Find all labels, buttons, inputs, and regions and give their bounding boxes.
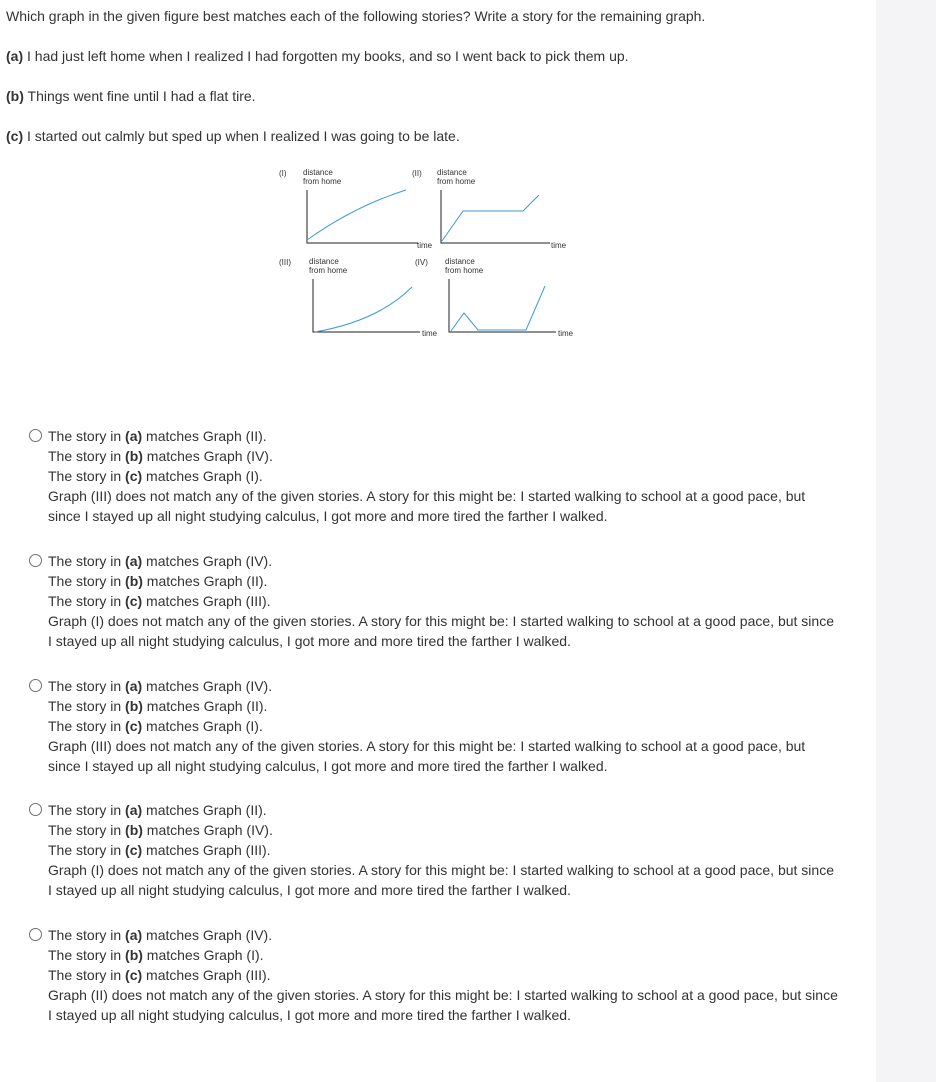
graph-4-axes <box>449 279 556 332</box>
graph-3-numeral: (III) <box>279 258 291 267</box>
option-4-line-b: The story in (b) matches Graph (IV). <box>48 822 273 838</box>
option-2-line-c: The story in (c) matches Graph (III). <box>48 593 271 609</box>
graph-1-xlabel: time <box>417 241 433 250</box>
option-1-line-b: The story in (b) matches Graph (IV). <box>48 448 273 464</box>
graph-3-curve <box>315 287 412 332</box>
option-4-line-c: The story in (c) matches Graph (III). <box>48 842 271 858</box>
option-1-line-c: The story in (c) matches Graph (I). <box>48 468 263 484</box>
graph-3-axes <box>313 279 420 332</box>
radio-button-4[interactable] <box>29 803 42 816</box>
question-prompt: Which graph in the given figure best matches each of the following stories? Write a story for the remaining graph. <box>6 8 706 24</box>
option-5-line-c: The story in (c) matches Graph (III). <box>48 967 271 983</box>
graph-2 <box>412 168 567 250</box>
option-3-line-c: The story in (c) matches Graph (I). <box>48 718 263 734</box>
story-c-text: I started out calmly but sped up when I realized I was going to be late. <box>23 128 460 144</box>
radio-button-5[interactable] <box>29 928 42 941</box>
option-5-line-b: The story in (b) matches Graph (I). <box>48 947 264 963</box>
graph-4-curve <box>451 286 545 331</box>
option-1-line-a: The story in (a) matches Graph (II). <box>48 428 267 444</box>
answer-option-2-text <box>48 551 848 651</box>
radio-button-3[interactable] <box>29 679 42 692</box>
graph-3-xlabel: time <box>422 329 438 338</box>
option-2-line-a: The story in (a) matches Graph (IV). <box>48 553 273 569</box>
graph-2-numeral: (II) <box>412 169 422 178</box>
graph-4-xlabel: time <box>558 329 574 338</box>
option-3-remaining-story: Graph (III) does not match any of the given stories. A story for this might be: I started walking to school at a good pace, but since I stayed up all night studying calculus, I got more and more tired the farther I walked. <box>48 738 806 774</box>
graphs-figure <box>270 162 600 347</box>
option-3-line-b: The story in (b) matches Graph (II). <box>48 698 268 714</box>
right-margin-panel <box>876 0 936 1082</box>
option-5-line-a: The story in (a) matches Graph (IV). <box>48 927 273 943</box>
answer-option-1-text <box>48 426 848 526</box>
graph-2-ylabel-2: from home <box>437 177 476 186</box>
graph-1 <box>279 168 433 250</box>
graph-2-ylabel-1: distance <box>437 168 467 177</box>
graph-3-ylabel-1: distance <box>309 257 339 266</box>
graph-2-curve <box>442 195 539 241</box>
answer-option-2[interactable] <box>28 551 848 651</box>
answer-option-3[interactable] <box>28 676 848 776</box>
answer-option-3-text <box>48 676 848 776</box>
option-2-remaining-story: Graph (I) does not match any of the given stories. A story for this might be: I started walking to school at a good pace, but since I stayed up all night studying calculus, I got more and more tired the farther I walked. <box>48 613 834 649</box>
graph-1-ylabel-1: distance <box>303 168 333 177</box>
option-3-line-a: The story in (a) matches Graph (IV). <box>48 678 273 694</box>
graph-3-ylabel-2: from home <box>309 266 348 275</box>
option-4-line-a: The story in (a) matches Graph (II). <box>48 802 267 818</box>
answer-option-4-text <box>48 800 848 900</box>
graph-1-ylabel-2: from home <box>303 177 342 186</box>
radio-button-2[interactable] <box>29 554 42 567</box>
graph-4 <box>415 257 574 338</box>
graph-4-ylabel-2: from home <box>445 266 484 275</box>
story-c-tag: (c) <box>6 128 24 144</box>
graph-1-axes <box>307 190 418 243</box>
graph-4-ylabel-1: distance <box>445 257 475 266</box>
answer-option-1[interactable] <box>28 426 848 526</box>
answer-option-5[interactable] <box>28 925 848 1025</box>
graph-2-xlabel: time <box>551 241 567 250</box>
story-a-text: I had just left home when I realized I had forgotten my books, and so I went back to pick them up. <box>23 48 629 64</box>
option-4-remaining-story: Graph (I) does not match any of the given stories. A story for this might be: I started walking to school at a good pace, but since I stayed up all night studying calculus, I got more and more tired the farther I walked. <box>48 862 834 898</box>
story-b-text: Things went fine until I had a flat tire. <box>23 88 256 104</box>
graphs-svg <box>270 162 600 347</box>
story-a <box>6 47 629 65</box>
graph-3 <box>279 257 438 338</box>
story-b <box>6 87 256 105</box>
graph-2-axes <box>441 190 550 243</box>
answer-option-4[interactable] <box>28 800 848 900</box>
story-a-tag: (a) <box>6 48 24 64</box>
story-c <box>6 127 460 145</box>
radio-button-1[interactable] <box>29 429 42 442</box>
answer-option-5-text <box>48 925 848 1025</box>
story-b-tag: (b) <box>6 88 24 104</box>
option-5-remaining-story: Graph (II) does not match any of the given stories. A story for this might be: I started walking to school at a good pace, but since I stayed up all night studying calculus, I got more and more tired the farther I walked. <box>48 987 838 1023</box>
graph-1-numeral: (I) <box>279 169 287 178</box>
graph-4-numeral: (IV) <box>415 258 428 267</box>
graph-1-curve <box>307 190 406 240</box>
option-2-line-b: The story in (b) matches Graph (II). <box>48 573 268 589</box>
option-1-remaining-story: Graph (III) does not match any of the given stories. A story for this might be: I started walking to school at a good pace, but since I stayed up all night studying calculus, I got more and more tired the farther I walked. <box>48 488 806 524</box>
